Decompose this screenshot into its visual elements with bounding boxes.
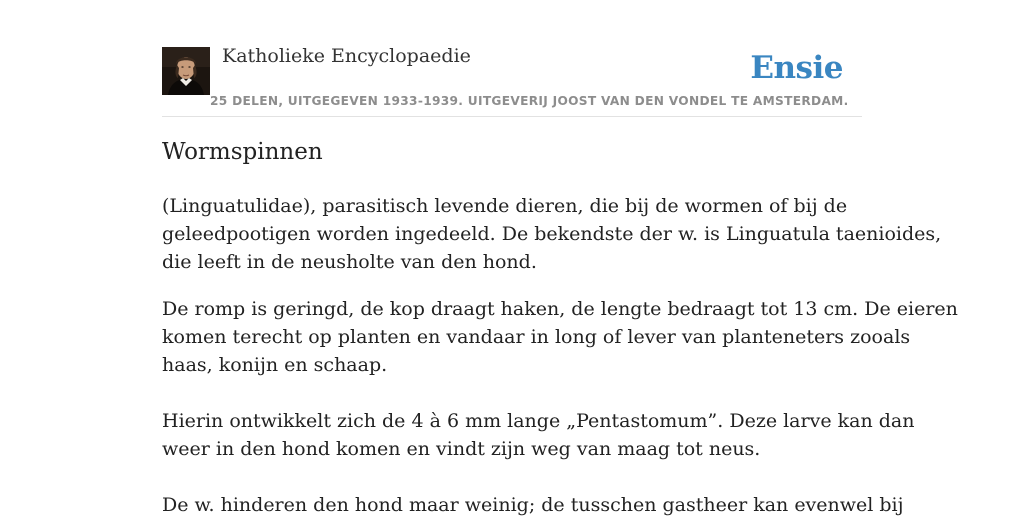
paragraph-line: (Linguatulidae), parasitisch levende dieren, die bij de wormen of bij de xyxy=(162,195,848,217)
entry-title: Wormspinnen xyxy=(162,139,323,165)
paragraph-line: Hierin ontwikkelt zich de 4 à 6 mm lange „Pentastomum”. Deze larve kan dan xyxy=(162,410,915,432)
paragraph-line: komen terecht op planten en vandaar in long of lever van planteneters zooals xyxy=(162,326,911,348)
paragraph-line: weer in den hond komen en vindt zijn weg van maag tot neus. xyxy=(162,438,761,460)
source-header xyxy=(162,0,862,117)
entry-paragraph xyxy=(162,491,904,519)
paragraph-line: geleedpootigen worden ingedeeld. De bekendste der w. is Linguatula taenioides, xyxy=(162,223,942,245)
entry-paragraph xyxy=(162,407,915,463)
paragraph-line: haas, konijn en schaap. xyxy=(162,354,388,376)
entry-paragraph xyxy=(162,192,942,276)
entry-paragraph xyxy=(162,295,958,379)
paragraph-line: De w. hinderen den hond maar weinig; de tusschen gastheer kan evenwel bij xyxy=(162,494,904,516)
source-avatar-icon[interactable] xyxy=(162,47,210,95)
page xyxy=(162,0,958,516)
source-meta: 25 DELEN, UITGEGEVEN 1933-1939. UITGEVERIJ JOOST VAN DEN VONDEL TE AMSTERDAM. xyxy=(210,94,849,108)
source-title[interactable]: Katholieke Encyclopaedie xyxy=(222,45,471,67)
paragraph-line: De romp is geringd, de kop draagt haken, de lengte bedraagt tot 13 cm. De eieren xyxy=(162,298,958,320)
paragraph-line: die leeft in de neusholte van den hond. xyxy=(162,251,537,273)
brand-logo[interactable]: Ensie xyxy=(750,50,843,86)
